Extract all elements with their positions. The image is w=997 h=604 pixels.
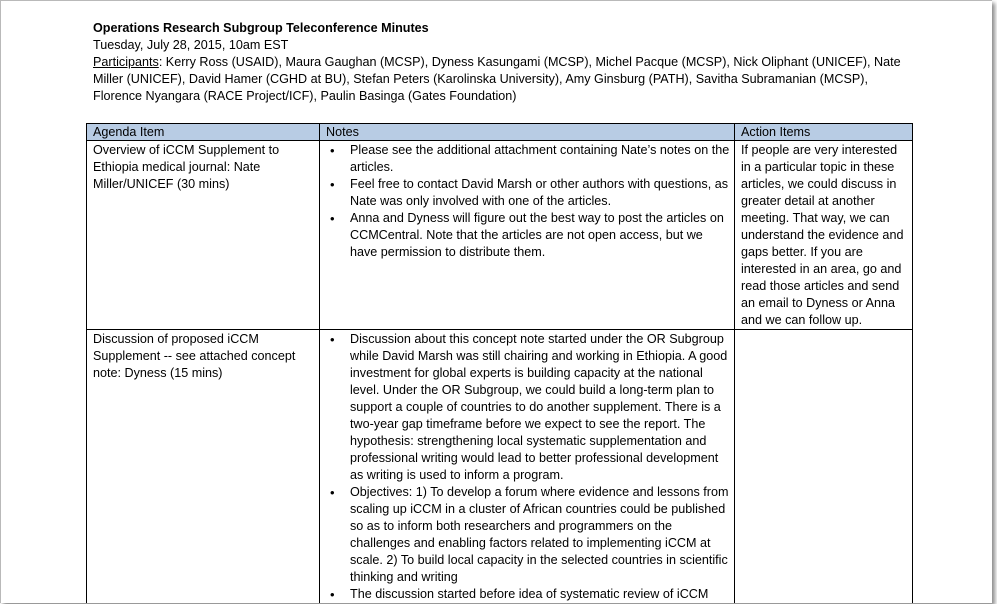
document-title: Operations Research Subgroup Teleconference Minutes [93, 21, 429, 35]
note-item: • The discussion started before idea of systematic review of iCCM [350, 586, 732, 603]
note-item: • Discussion about this concept note started under the OR Subgroup while David Marsh was still chairing and working in Ethiopia. A good investment for global experts is building capacity at the national level. Under the OR Subgroup, we could build a long-term plan to support a couple of countries to do another supplement. There is a two-year gap timeframe before we expect to see the report. The hypothesis: strengthening local systematic supplementation and professional writing would lead to better professional development as writing is used to inform a program. [350, 331, 732, 484]
table-header-row [87, 124, 913, 141]
notes-list [326, 331, 732, 603]
notes-list [326, 142, 732, 261]
action-text [741, 330, 910, 331]
table-row [87, 330, 913, 604]
header-action-items: Action Items [735, 124, 913, 141]
participants-label: Participants [93, 55, 159, 69]
note-item: • Anna and Dyness will figure out the best way to post the articles on CCMCentral. Note that the articles are not open access, but we have permission to distribute them. [350, 210, 732, 261]
action-cell [735, 141, 913, 330]
agenda-text: Discussion of proposed iCCM Supplement -- see attached concept note: Dyness (15 mins) [93, 332, 296, 380]
action-text: If people are very interested in a particular topic in these articles, we could discuss in greater detail at another meeting. That way, we can understand the evidence and gaps better. If you are interested in an area, go and read those articles and send an email to Dyness or Anna and we can follow up. [741, 143, 904, 327]
action-cell [735, 330, 913, 604]
note-item: • Please see the additional attachment containing Nate’s notes on the articles. [350, 142, 732, 176]
table-row [87, 141, 913, 330]
header-notes: Notes [320, 124, 735, 141]
agenda-cell [87, 141, 320, 330]
agenda-cell [87, 330, 320, 604]
note-item: • Objectives: 1) To develop a forum where evidence and lessons from scaling up iCCM in a cluster of African countries could be published so as to inform both researchers and programmers on the challenges and enabling factors related to implementing iCCM at scale. 2) To build local capacity in the selected countries in scientific thinking and writing [350, 484, 732, 586]
participants [93, 54, 913, 105]
agenda-text: Overview of iCCM Supplement to Ethiopia medical journal: Nate Miller/UNICEF (30 mins) [93, 143, 280, 191]
minutes-heading [93, 20, 913, 105]
notes-cell [320, 330, 735, 604]
minutes-table [86, 123, 913, 603]
participants-list: : Kerry Ross (USAID), Maura Gaughan (MCSP), Dyness Kasungami (MCSP), Michel Pacque (MCSP), Nick Oliphant (UNICEF), Nate Miller (UNICEF), David Hamer (CGHD at BU), Stefan Peters (Karolinska University), Amy Ginsburg (PATH), Savitha Subramanian (MCSP), Florence Nyangara (RACE Project/ICF), Paulin Basinga (Gates Foundation) [93, 55, 901, 103]
header-agenda-item: Agenda Item [87, 124, 320, 141]
meeting-date: Tuesday, July 28, 2015, 10am EST [93, 38, 289, 52]
notes-cell [320, 141, 735, 330]
note-item: • Feel free to contact David Marsh or other authors with questions, as Nate was only involved with one of the articles. [350, 176, 732, 210]
